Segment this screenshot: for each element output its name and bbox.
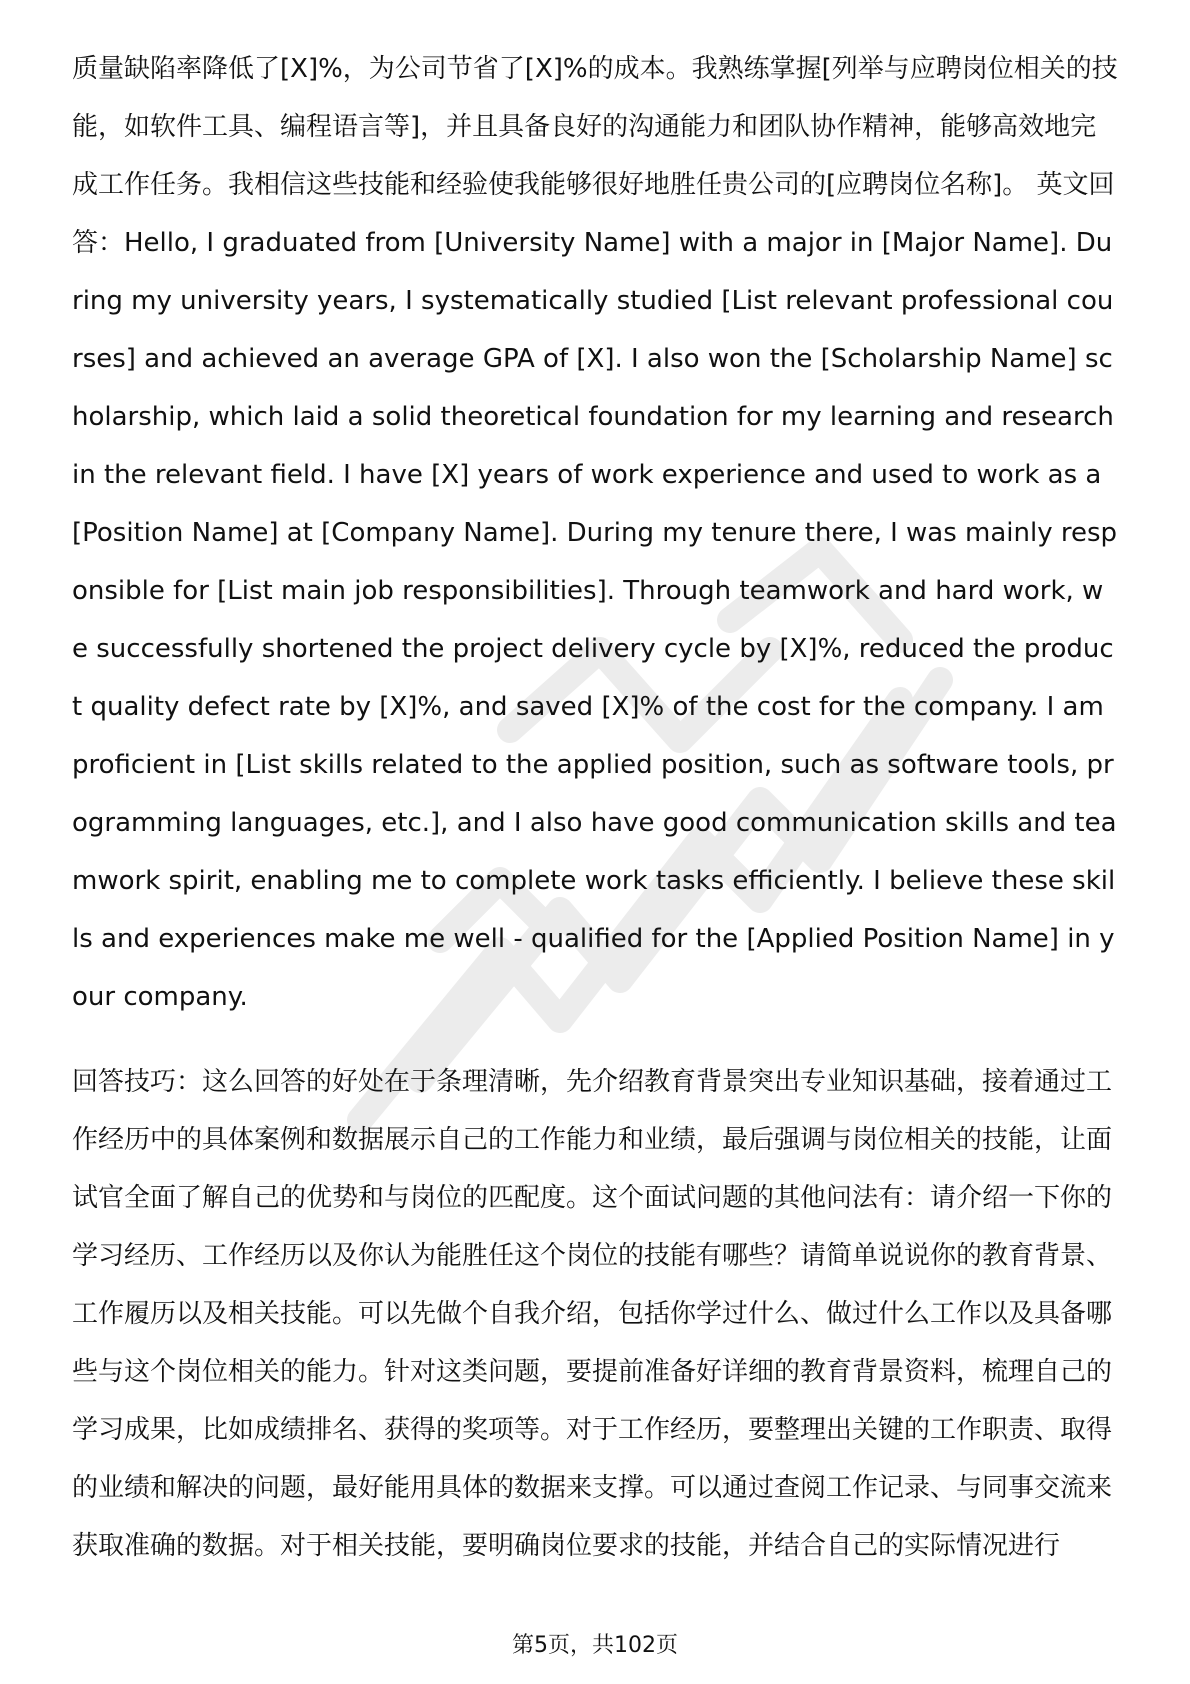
answer-paragraph: 质量缺陷率降低了[X]%，为公司节省了[X]%的成本。我熟练掌握[列举与应聘岗位相关的技能，如软件工具、编程语言等]，并且具备良好的沟通能力和团队协作精神，能够高效地完成工作任务。我相信这些技能和经验使我能够很好地胜任贵公司的[应聘岗位名称]。 英文回答：Hello, I graduated from [University Name] with a major in [Major Name]. During my university years, I systematically studied [List relevant professional courses] and achieved an average GPA of [X]. I also won the [Scholarship Name] scholarship, which laid a solid theoretical foundation for my learning and research in the relevant field. I have [X] years of work experience and used to work as a [Position Name] at [Company Name]. During my tenure there, I was mainly responsible for [List main job responsibilities]. Through teamwork and hard work, we successfully shortened the project delivery cycle by [X]%, reduced the product quality defect rate by [X]%, and saved [X]% of the cost for the company. I am proficient in [List skills related to the applied position, such as software tools, programming languages, etc.], and I also have good communication skills and teamwork spirit, enabling me to complete work tasks efficiently. I believe these skills and experiences make me well - qualified for the [Applied Position Name] in your company.: [72, 54, 1118, 1012]
page-number-footer: 第5页，共102页: [512, 1633, 678, 1658]
tips-paragraph: 回答技巧：这么回答的好处在于条理清晰，先介绍教育背景突出专业知识基础，接着通过工作经历中的具体案例和数据展示自己的工作能力和业绩，最后强调与岗位相关的技能，让面试官全面了解自己的优势和与岗位的匹配度。这个面试问题的其他问法有：请介绍一下你的学习经历、工作经历以及你认为能胜任这个岗位的技能有哪些？请简单说说你的教育背景、工作履历以及相关技能。可以先做个自我介绍，包括你学过什么、做过什么工作以及具备哪些与这个岗位相关的能力。针对这类问题，要提前准备好详细的教育背景资料，梳理自己的学习成果，比如成绩排名、获得的奖项等。对于工作经历，要整理出关键的工作职责、取得的业绩和解决的问题，最好能用具体的数据来支撑。可以通过查阅工作记录、与同事交流来获取准确的数据。对于相关技能，要明确岗位要求的技能，并结合自己的实际情况进行: [72, 1067, 1113, 1561]
